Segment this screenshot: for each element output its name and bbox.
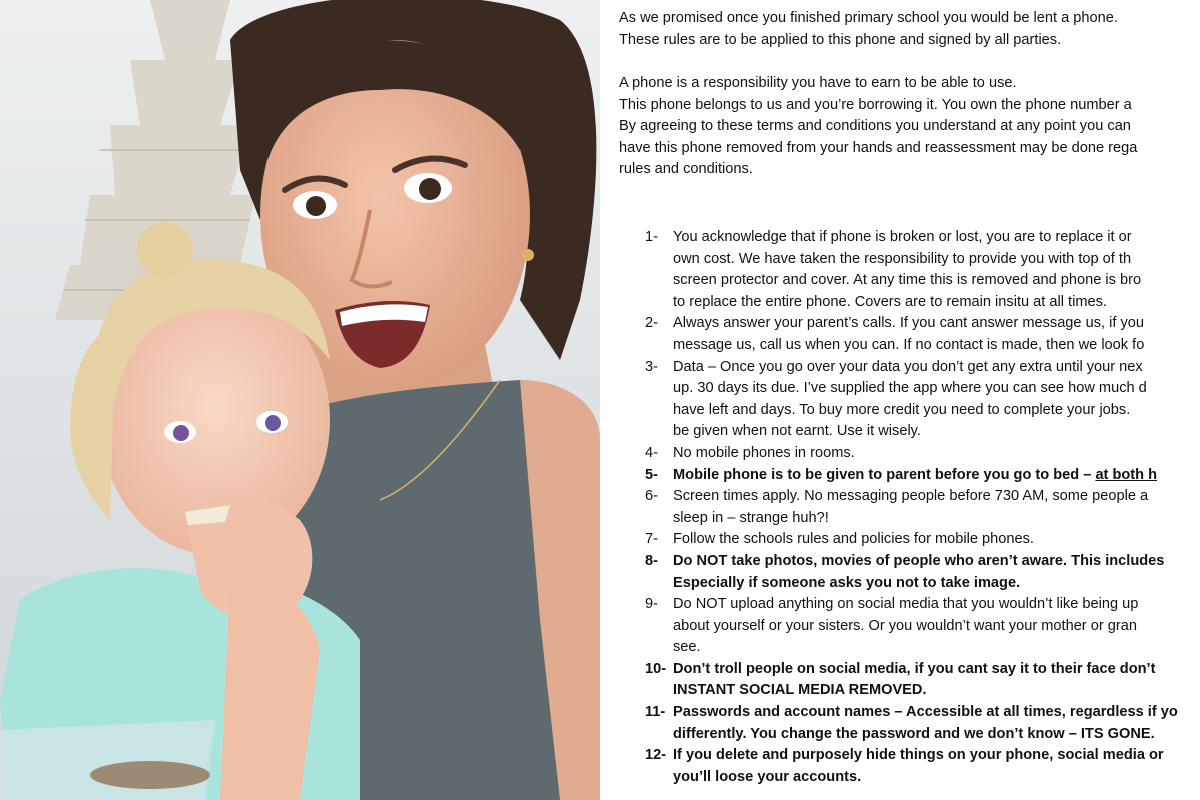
intro-line: have this phone removed from your hands and reassessment may be done rega — [619, 139, 1138, 156]
intro-paragraph-2 — [619, 73, 1137, 181]
rule-line: Data – Once you go over your data you don’t get any extra until your nex — [673, 358, 1143, 375]
rule-line: up. 30 days its due. I’ve supplied the app where you can see how much d — [673, 380, 1147, 397]
intro-line: By agreeing to these terms and conditions you understand at any point you can — [619, 118, 1131, 135]
rule-number: 6- — [645, 488, 658, 505]
rule-line: to replace the entire phone. Covers are to remain insitu at all times. — [673, 293, 1107, 310]
rule-item — [600, 357, 1200, 443]
rule-number: 8- — [645, 552, 658, 569]
rule-number: 1- — [645, 229, 658, 245]
rule-line: Always answer your parent’s calls. If you cant answer message us, if you — [673, 315, 1144, 332]
rule-line: Don’t troll people on social media, if you cant say it to their face don’t — [673, 660, 1156, 677]
rule-item — [600, 486, 1200, 529]
rule-line: screen protector and cover. At any time this is removed and phone is bro — [673, 272, 1142, 289]
rule-item — [600, 313, 1200, 356]
intro-paragraph-1 — [619, 8, 1118, 51]
intro-line: A phone is a responsibility you have to earn to be able to use. — [619, 75, 1017, 91]
rule-line: you’ll loose your accounts. — [673, 768, 862, 785]
rule-line: message us, call us when you can. If no contact is made, then we look fo — [673, 336, 1145, 353]
rule-item — [600, 443, 1200, 465]
rule-line: You acknowledge that if phone is broken or lost, you are to replace it or — [673, 229, 1132, 245]
rule-line: sleep in – strange huh?! — [673, 509, 829, 526]
rule-number: 3- — [645, 358, 658, 375]
rule-line: be given when not earnt. Use it wisely. — [673, 423, 921, 440]
rule-line: Do NOT upload anything on social media that you wouldn’t like being up — [673, 596, 1139, 613]
rule-item — [600, 745, 1200, 788]
rule-number: 7- — [645, 531, 658, 548]
rule-line: Mobile phone is to be given to parent before you go to bed – at both h — [673, 466, 1158, 483]
rule-item — [600, 227, 1200, 313]
intro-line: rules and conditions. — [619, 161, 753, 178]
rule-number: 5- — [645, 466, 658, 483]
intro-line: This phone belongs to us and you’re borrowing it. You own the phone number a — [619, 96, 1132, 113]
cup — [0, 720, 215, 800]
rule-line: about yourself or your sisters. Or you wouldn’t want your mother or gran — [673, 617, 1137, 634]
rule-line: Follow the schools rules and policies for mobile phones. — [673, 531, 1034, 548]
rule-line: Do NOT take photos, movies of people who aren’t aware. This includes — [673, 552, 1165, 569]
rule-line: differently. You change the password and we don’t know – ITS GONE. — [673, 725, 1155, 742]
rule-number: 11- — [645, 704, 666, 721]
rule-line: INSTANT SOCIAL MEDIA REMOVED. — [673, 682, 927, 699]
rule-item — [600, 659, 1200, 702]
rule-line: Especially if someone asks you not to take image. — [673, 574, 1021, 591]
rule-item — [600, 551, 1200, 594]
rule-line: No mobile phones in rooms. — [673, 444, 855, 461]
intro-line: As we promised once you finished primary school you would be lent a phone. — [619, 10, 1118, 26]
intro-line: These rules are to be applied to this phone and signed by all parties. — [619, 31, 1062, 48]
rule-line: Passwords and account names – Accessible at all times, regardless if yo — [673, 704, 1178, 721]
underlined-emphasis: at both h — [1095, 466, 1158, 483]
phone-rules-document — [600, 0, 1200, 800]
rule-line: have left and days. To buy more credit you need to complete your jobs. — [673, 401, 1131, 418]
rule-item — [600, 465, 1200, 487]
rule-item — [600, 702, 1200, 745]
rules-list — [600, 227, 1200, 788]
rule-number: 2- — [645, 315, 658, 332]
rule-number: 9- — [645, 596, 658, 613]
rule-item — [600, 594, 1200, 659]
rule-line: own cost. We have taken the responsibility to provide you with top of th — [673, 250, 1132, 267]
rule-number: 4- — [645, 444, 658, 461]
rule-line: see. — [673, 639, 701, 656]
rule-item — [600, 529, 1200, 551]
rule-number: 10- — [645, 660, 667, 677]
rule-line: Screen times apply. No messaging people before 730 AM, some people a — [673, 488, 1149, 505]
rule-line: If you delete and purposely hide things on your phone, social media or — [673, 747, 1164, 764]
rule-number: 12- — [645, 747, 667, 764]
